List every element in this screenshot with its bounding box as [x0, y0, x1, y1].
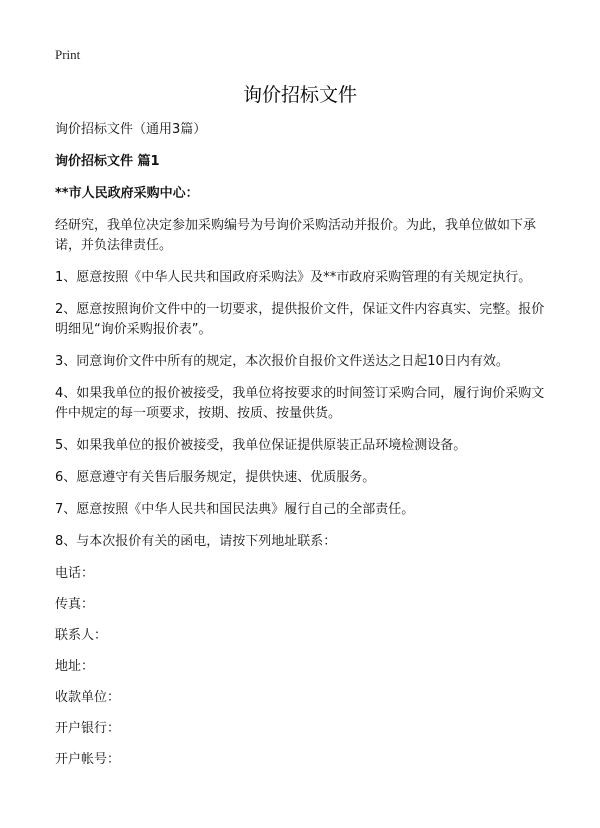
commitment-item-6: 6、愿意遵守有关售后服务规定，提供快速、优质服务。 — [55, 470, 376, 485]
addressee-line: **市人民政府采购中心： — [55, 186, 199, 201]
commitment-item-3: 3、同意询价文件中所有的规定，本次报价自报价文件送达之日起10日内有效。 — [55, 354, 509, 369]
field-account: 开户帐号： — [55, 752, 121, 767]
field-contact: 联系人： — [55, 628, 108, 643]
document-title: 询价招标文件 — [242, 84, 357, 106]
document-subtitle: 询价招标文件（通用3篇） — [55, 122, 207, 137]
commitment-item-8: 8、与本次报价有关的函电，请按下列地址联系： — [55, 534, 337, 549]
field-bank: 开户银行： — [55, 721, 121, 736]
commitment-item-7: 7、愿意按照《中华人民共和国民法典》履行自己的全部责任。 — [55, 502, 415, 517]
commitment-item-4: 4、如果我单位的报价被接受，我单位将按要求的时间签订采购合同，履行询价采购文件中规定的每一项要求，按期、按质、按量供货。 — [55, 386, 545, 421]
print-label: Print — [55, 47, 81, 62]
field-payee: 收款单位： — [55, 690, 121, 705]
field-address: 地址： — [55, 659, 95, 674]
field-phone: 电话： — [55, 566, 95, 581]
section-title: 询价招标文件 篇1 — [55, 154, 160, 169]
document-body — [55, 120, 555, 781]
field-fax: 传真： — [55, 597, 95, 612]
commitment-item-5: 5、如果我单位的报价被接受，我单位保证提供原装正品环境检测设备。 — [55, 438, 467, 453]
commitment-item-1: 1、愿意按照《中华人民共和国政府采购法》及**市政府采购管理的有关规定执行。 — [55, 270, 532, 285]
intro-paragraph: 经研究，我单位决定参加采购编号为号询价采购活动并报价。为此，我单位做如下承诺，并负法律责任。 — [55, 218, 537, 253]
commitment-item-2: 2、愿意按照询价文件中的一切要求，提供报价文件，保证文件内容真实、完整。报价明细见“询价采购报价表”。 — [55, 302, 545, 337]
